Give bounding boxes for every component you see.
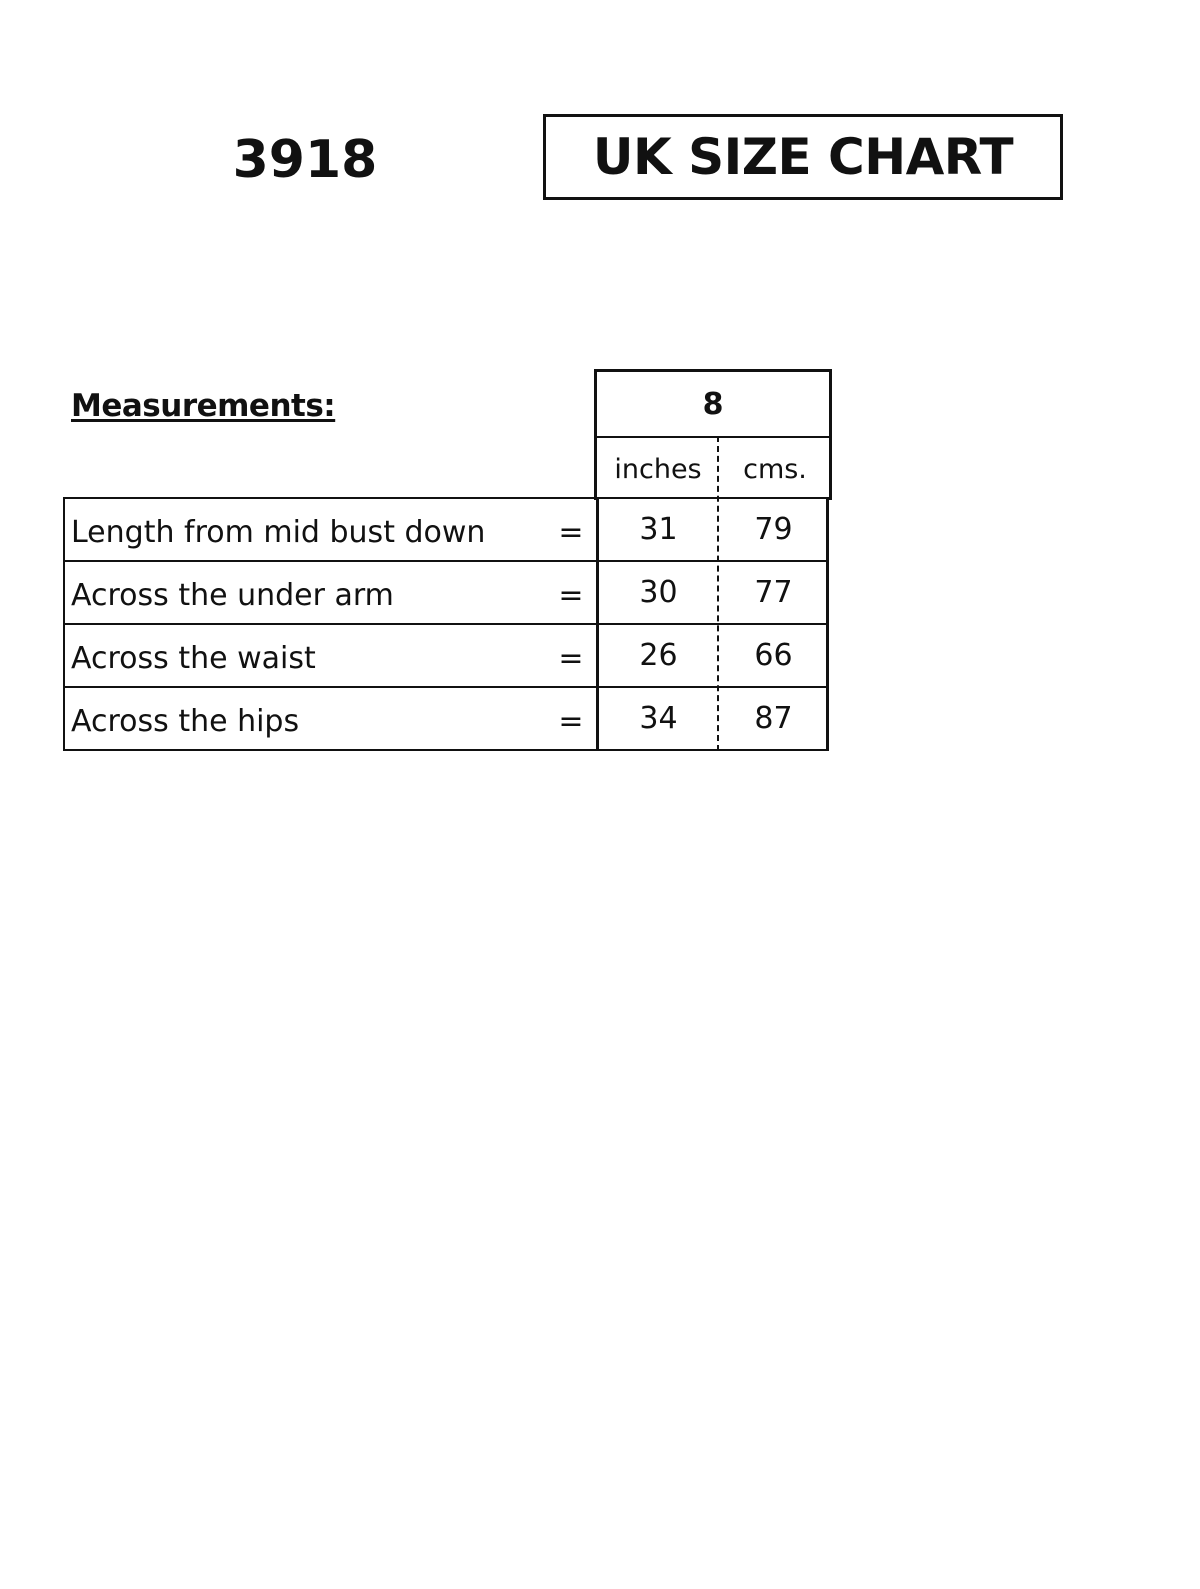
equals-sign: =: [558, 641, 584, 676]
equals-sign: =: [558, 515, 584, 550]
size-label: 8: [597, 372, 829, 438]
table-row: [65, 562, 827, 625]
table-right-border: [826, 497, 829, 751]
table-row: [65, 688, 827, 749]
equals-sign: =: [558, 704, 584, 739]
table-row: [65, 499, 827, 562]
value-cms: 87: [754, 701, 793, 736]
row-label: Length from mid bust down: [71, 515, 486, 550]
style-code: 3918: [232, 130, 378, 190]
value-inches: 31: [596, 499, 718, 560]
unit-cms-label: cms.: [743, 453, 807, 485]
chart-title-box: [543, 114, 1063, 200]
value-inches: 26: [596, 625, 718, 686]
table-row: [65, 625, 827, 688]
measurements-heading: Measurements:: [71, 388, 336, 424]
measurements-table: [63, 497, 829, 751]
value-cms: 66: [754, 638, 793, 673]
unit-inches-label: inches: [614, 453, 702, 485]
size-header: [594, 369, 832, 500]
row-label: Across the hips: [71, 704, 300, 739]
value-inches: 30: [596, 562, 718, 623]
row-label: Across the under arm: [71, 578, 394, 613]
value-inches: 34: [596, 688, 718, 749]
value-cms: 77: [754, 575, 793, 610]
value-cms: 79: [754, 512, 793, 547]
equals-sign: =: [558, 578, 584, 613]
row-label: Across the waist: [71, 641, 316, 676]
chart-title: UK SIZE CHART: [592, 128, 1014, 186]
